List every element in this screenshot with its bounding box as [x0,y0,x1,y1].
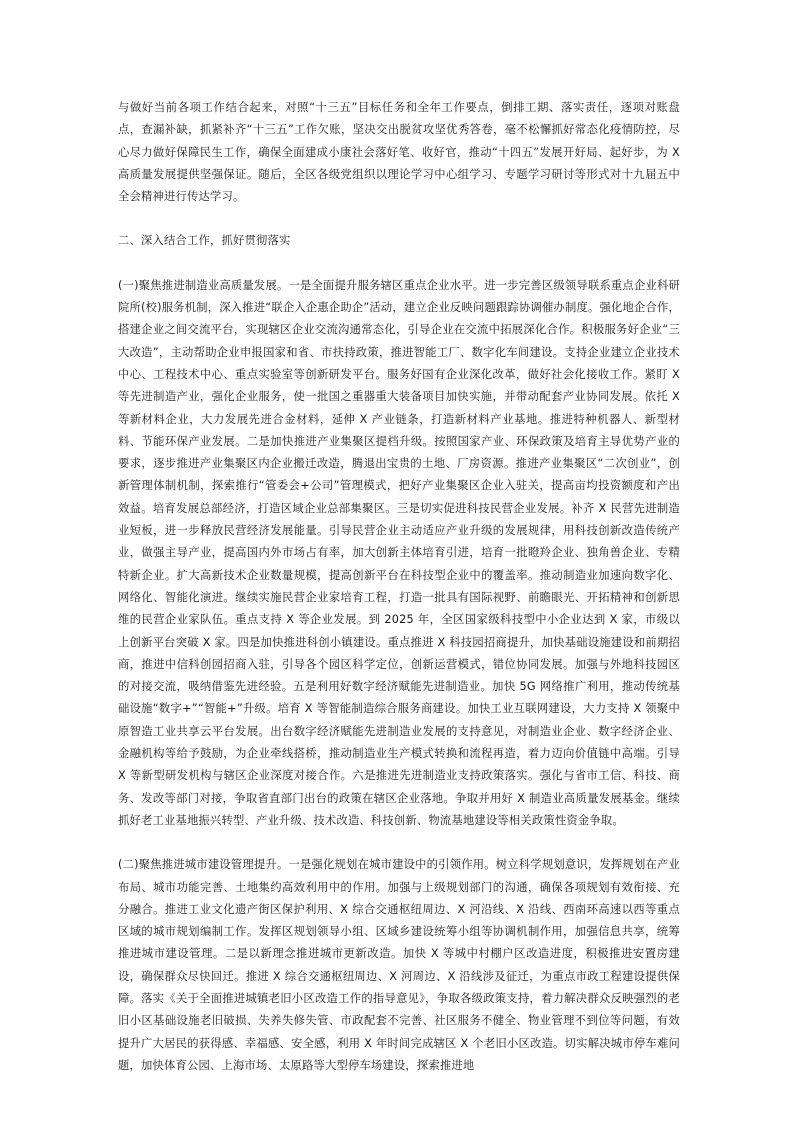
paragraph-urban-construction: (二)聚焦推进城市建设管理提升。一是强化规划在城市建设中的引领作用。树立科学规划意识，发挥规划在产业布局、城市功能完善、土地集约高效利用中的作用。加强与上级规划部门的沟通，确保各项规划有效衔接、充分融合。推进工业文化遗产街区保护利用、X 综合交通枢纽周边、X 河沿线、X 沿线、西南环高速以西等重点区域的城市规划编制工作。发挥区规划领导小组、区域乡建设统筹小组等协调机制作用，加强信息共享，统筹推进城市建设管理。二是以新理念推进城市更新改造。加快 X 等城中村棚户区改造进度，积极推进安置房建设，确保群众尽快回迁。推进 X 综合交通枢纽周边、X 河周边、X 沿线涉及征迁，为重点市政工程建设提供保障。落实《关于全面推进城镇老旧小区改造工作的指导意见》，争取各级政策支持，着力解决群众反映强烈的老旧小区基础设施老旧破损、失养失修失管、市政配套不完善、社区服务不健全、物业管理不到位等问题，有效提升广大居民的获得感、幸福感、安全感，利用 X 年时间完成辖区 X 个老旧小区改造。切实解决城市停车难问题，加快体育公园、上海市场、太原路等大型停车场建设，探索推进地 [118,858,680,1072]
paragraph-intro: 与做好当前各项工作结合起来，对照“十三五”目标任务和全年工作要点，倒排工期、落实责任，逐项对账盘点，查漏补缺，抓紧补齐“十三五”工作欠账，坚决交出脱贫攻坚优秀答卷，毫不松懈抓好常态化疫情防控，尽心尽力做好保障民生工作，确保全面建成小康社会落好笔、收好官，推动“十四五”发展开好局、起好步，为 X 高质量发展提供坚强保证。随后，全区各级党组织以理论学习中心组学习、专题学习研讨等形式对十九届五中全会精神进行传达学习。 [118,101,680,204]
spacer [118,253,680,275]
document-page [118,97,680,1077]
section-heading: 二、深入结合工作，抓好贯彻落实 [118,234,291,248]
spacer [118,208,680,230]
spacer [118,832,680,854]
paragraph-manufacturing: (一)聚焦推进制造业高质量发展。一是全面提升服务辖区重点企业水平。进一步完善区级领导联系重点企业科研院所(校)服务机制，深入推进“联企入企惠企助企”活动，建立企业反映问题跟踪协调催办制度。强化地企合作，搭建企业之间交流平台，实现辖区企业交流沟通常态化，引导企业在交流中拓展深化合作。积极服务好企业“三大改造”，主动帮助企业申报国家和省、市扶持政策，推进智能工厂、数字化车间建设。支持企业建立企业技术中心、工程技术中心、重点实验室等创新研发平台。服务好国有企业深化改革，做好社会化接收工作。紧盯 X 等先进制造产业，强化企业服务，使一批国之重器重大装备项目加快实施，并带动配套产业协同发展。依托 X 等新材料企业，大力发展先进合金材料，延伸 X 产业链条，打造新材料产业基地。推进特种机器人、新型材料、节能环保产业发展。二是加快推进产业集聚区提档升级。按照国家产业、环保政策及培育主导优势产业的要求，逐步推进产业集聚区内企业搬迁改造，腾退出宝贵的土地、厂房资源。推进产业集聚区“二次创业”，创新管理体制机制，探索推行“管委会+公司”管理模式，把好产业集聚区企业入驻关，提高亩均投资额度和产出效益。培育发展总部经济，打造区域企业总部集聚区。三是切实促进科技民营企业发展。补齐 X 民营先进制造业短板，进一步释放民营经济发展能量。引导民营企业主动适应产业升级的发展规律，用科技创新改造传统产业，做强主导产业，提高国内外市场占有率，加大创新主体培育引进，培育一批瞪羚企业、独角兽企业、专精特新企业。扩大高新技术企业数量规模，提高创新平台在科技型企业中的覆盖率。推动制造业加速向数字化、网络化、智能化演进。继续实施民营企业家培育工程，打造一批具有国际视野、前瞻眼光、开拓精神和创新思维的民营企业家队伍。重点支持 X 等企业发展。到 2025 年，全区国家级科技型中小企业达到 X 家，市级以上创新平台突破 X 家。四是加快推进科创小镇建设。重点推进 X 科技园招商提升，加快基础设施建设和前期招商，推进中信科创园招商入驻，引导各个园区科学定位，创新运营模式，错位协同发展。加强与外地科技园区的对接交流，吸纳借鉴先进经验。五是利用好数字经济赋能先进制造业。加快 5G 网络推广利用，推动传统基础设施“数字+”“智能+”升级。培育 X 等智能制造综合服务商建设。加快工业互联网建设，大力支持 X 领聚中原智造工业共享云平台发展。出台数字经济赋能先进制造业发展的支持意见，对制造业企业、数字经济企业、金融机构等给予鼓励，为企业牵线搭桥，推动制造业生产模式转换和流程再造，着力迈向价值链中高端。引导 X 等新型研发机构与辖区企业深度对接合作。六是推进先进制造业支持政策落实。强化与省市工信、科技、商务、发改等部门对接，争取省直部门出台的政策在辖区企业落地。争取并用好 X 制造业高质量发展基金。继续抓好老工业基地振兴转型、产业升级、技术改造、科技创新、物流基地建设等相关政策性资金争取。 [118,278,680,827]
